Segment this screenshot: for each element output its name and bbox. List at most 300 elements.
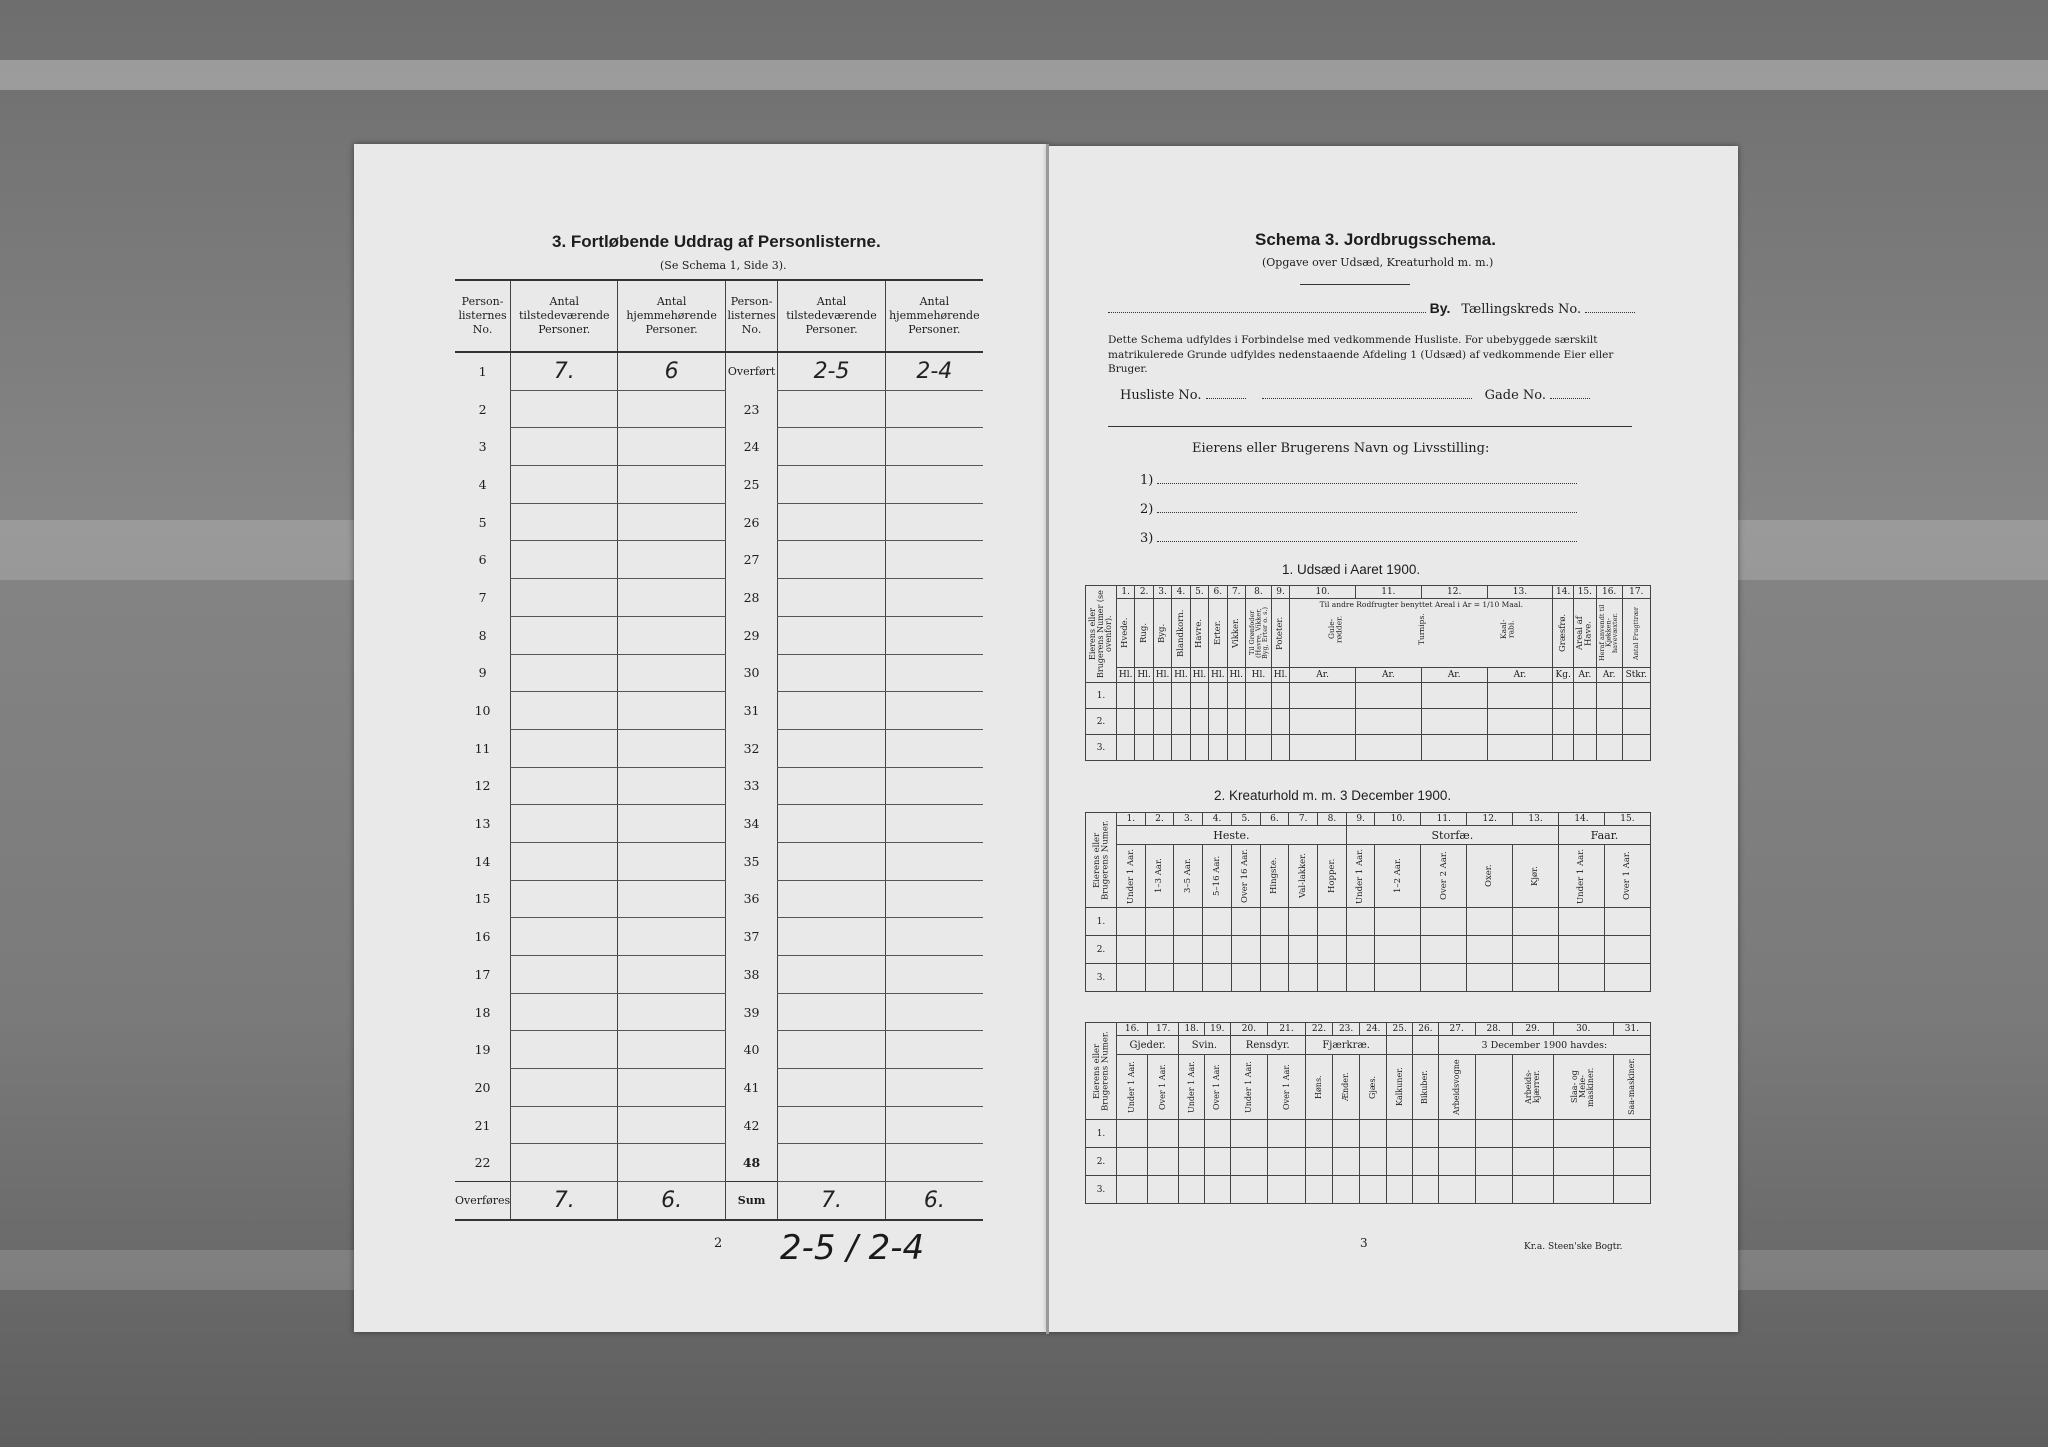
table-cell	[1512, 1148, 1553, 1176]
handwritten-count	[885, 729, 983, 767]
column-header	[1604, 845, 1650, 908]
handwritten-count	[618, 993, 725, 1031]
handwritten-count	[778, 503, 885, 541]
table-cell	[1513, 964, 1559, 992]
table-cell	[1553, 683, 1574, 709]
handwritten-count	[511, 956, 618, 994]
column-group-label: Svin.	[1179, 1036, 1230, 1055]
column-number: 7.	[1289, 813, 1318, 826]
column-number: 9.	[1346, 813, 1375, 826]
handwritten-count	[885, 1144, 983, 1182]
handwritten-count	[778, 956, 885, 994]
column-group-label: Faar.	[1559, 826, 1651, 845]
table-cell	[1231, 908, 1260, 936]
table-cell	[1271, 735, 1289, 761]
table-cell	[1387, 1120, 1413, 1148]
table-cell	[1559, 908, 1605, 936]
table-row	[455, 1106, 983, 1144]
column-label: Under 1 Aar.	[1576, 848, 1587, 904]
column-header	[1227, 599, 1245, 667]
column-number: 8.	[1318, 813, 1347, 826]
column-header	[1467, 845, 1513, 908]
column-number: 8.	[1245, 586, 1271, 599]
handwritten-count	[511, 503, 618, 541]
person-list-number: 35	[725, 842, 778, 880]
person-list-number: 16	[474, 929, 491, 945]
column-number: 26.	[1413, 1023, 1439, 1036]
table-cell	[1145, 936, 1174, 964]
table-row	[455, 1144, 983, 1182]
column-number: 14.	[1553, 586, 1574, 599]
handwritten-count	[885, 880, 983, 918]
column-number: 9.	[1271, 586, 1289, 599]
column-group	[1290, 599, 1553, 667]
handwritten-count	[618, 956, 725, 994]
table-cell	[1421, 683, 1487, 709]
table-cell	[1475, 1120, 1512, 1148]
kreaturhold-table	[1085, 812, 1651, 992]
table-row	[1086, 813, 1651, 826]
owner-line-2: 2)	[1140, 502, 1154, 517]
person-list-number: 38	[725, 956, 778, 994]
person-list-number: 22	[474, 1155, 491, 1171]
row-header	[1086, 1023, 1117, 1120]
handwritten-count	[511, 767, 618, 805]
table-cell	[1413, 1148, 1439, 1176]
table-cell	[1172, 735, 1190, 761]
table-cell	[1512, 1176, 1553, 1204]
person-list-number: Sum	[725, 1182, 778, 1220]
handwritten-total: 2-5 / 2-4	[780, 1228, 925, 1268]
column-label: Val-lakker.	[1297, 853, 1308, 899]
handwritten-count	[618, 541, 725, 579]
column-group-label: Til andre Rodfrugter benyttet Areal i Ar = 1/10 Maal.	[1319, 600, 1523, 610]
column-number: 21.	[1268, 1023, 1306, 1036]
handwritten-count	[778, 842, 885, 880]
right-page-subtitle: (Opgave over Udsæd, Kreaturhold m. m.)	[1262, 256, 1494, 269]
unit-label: Ar.	[1290, 667, 1356, 682]
column-number: 16.	[1117, 1023, 1148, 1036]
table-cell	[1574, 735, 1597, 761]
table-cell	[1204, 1148, 1230, 1176]
table-cell	[1421, 735, 1487, 761]
handwritten-count: 6.	[885, 1182, 983, 1220]
person-list-number: 33	[725, 767, 778, 805]
owner-heading: Eierens eller Brugerens Navn og Livsstilling:	[1192, 441, 1490, 456]
printer-mark: Kr.a. Steen'ske Bogtr.	[1524, 1242, 1623, 1252]
table-cell	[1245, 683, 1271, 709]
column-number: 28.	[1475, 1023, 1512, 1036]
handwritten-count	[885, 805, 983, 843]
column-number: 31.	[1613, 1023, 1650, 1036]
table-row	[1086, 1120, 1651, 1148]
handwritten-count	[618, 1069, 725, 1107]
table-cell	[1117, 908, 1146, 936]
table-cell	[1475, 1176, 1512, 1204]
person-list-number: 13	[474, 816, 491, 832]
column-number: 4.	[1172, 586, 1190, 599]
column-label: Havre.	[1194, 618, 1205, 648]
handwritten-count	[778, 1069, 885, 1107]
table-row	[455, 767, 983, 805]
table-row	[455, 918, 983, 956]
left-page-number: 2	[714, 1236, 723, 1251]
column-header	[1333, 1055, 1360, 1120]
person-list-number: 5	[478, 514, 487, 530]
table-cell	[1613, 1120, 1650, 1148]
table-cell	[1360, 1148, 1387, 1176]
column-label: Oxer.	[1484, 864, 1495, 888]
table-cell	[1360, 1120, 1387, 1148]
row-number: 1.	[1086, 1120, 1117, 1148]
person-list-number: 34	[725, 805, 778, 843]
handwritten-count	[885, 466, 983, 504]
table-cell	[1271, 683, 1289, 709]
table-cell	[1333, 1176, 1360, 1204]
table-row	[455, 1069, 983, 1107]
handwritten-count	[885, 616, 983, 654]
handwritten-count	[885, 1069, 983, 1107]
table-cell	[1387, 1148, 1413, 1176]
person-list-number: 20	[474, 1079, 491, 1095]
table-cell	[1190, 683, 1208, 709]
table-cell	[1245, 709, 1271, 735]
person-list-number: 39	[725, 993, 778, 1031]
table-cell	[1305, 1120, 1332, 1148]
column-header	[1318, 845, 1347, 908]
person-table-header: Antal hjemmehørende Personer.	[618, 280, 725, 352]
column-label: Under 1 Aar.	[1355, 848, 1366, 904]
owner-line-1: 1)	[1140, 473, 1154, 488]
table-cell	[1290, 735, 1356, 761]
handwritten-count: 2-4	[885, 352, 983, 390]
column-header	[1346, 845, 1375, 908]
column-number: 5.	[1190, 586, 1208, 599]
table-cell	[1148, 1120, 1179, 1148]
person-list-number: 23	[725, 390, 778, 428]
table-row	[1086, 1148, 1651, 1176]
person-list-number: 41	[725, 1069, 778, 1107]
person-list-number: 6	[478, 552, 487, 568]
column-number: 2.	[1145, 813, 1174, 826]
section1-title: 1. Udsæd i Aaret 1900.	[1282, 562, 1421, 577]
column-header	[1553, 599, 1574, 667]
table-row	[455, 1182, 983, 1220]
column-header	[1438, 1055, 1475, 1120]
column-label: Ænder.	[1341, 1072, 1351, 1102]
table-cell	[1596, 709, 1622, 735]
table-cell	[1117, 964, 1146, 992]
table-cell	[1622, 709, 1650, 735]
column-label: Arbeids-kjærrer.	[1523, 1070, 1541, 1104]
person-list-number: 2	[478, 401, 487, 417]
column-number: 15.	[1604, 813, 1650, 826]
table-row	[455, 616, 983, 654]
person-list-number: 21	[474, 1117, 491, 1133]
handwritten-count	[885, 692, 983, 730]
column-header	[1204, 1055, 1230, 1120]
column-number: 2.	[1135, 586, 1153, 599]
table-row	[1086, 683, 1651, 709]
kreaturhold-table-2	[1085, 1022, 1651, 1204]
table-cell	[1227, 735, 1245, 761]
handwritten-count	[511, 579, 618, 617]
column-number: 1.	[1117, 813, 1146, 826]
table-cell	[1318, 936, 1347, 964]
handwritten-count	[511, 880, 618, 918]
person-list-number: Overføres	[455, 1182, 511, 1220]
column-group-label: Storfæ.	[1346, 826, 1558, 845]
handwritten-count	[511, 993, 618, 1031]
table-row	[1086, 667, 1651, 682]
handwritten-count	[885, 654, 983, 692]
person-list-number: 8	[478, 627, 487, 643]
column-number: 11.	[1356, 586, 1422, 599]
handwritten-count	[618, 466, 725, 504]
row-number: 3.	[1086, 1176, 1117, 1204]
handwritten-count	[885, 579, 983, 617]
table-cell	[1438, 1176, 1475, 1204]
person-list-number: 11	[474, 740, 491, 756]
table-cell	[1227, 709, 1245, 735]
column-label: Kjør.	[1530, 866, 1541, 886]
person-list-number: 3	[478, 439, 487, 455]
column-label: Slaa- og Meie-maskiner.	[1570, 1067, 1596, 1107]
column-label: Poteter.	[1275, 616, 1286, 650]
table-cell	[1596, 683, 1622, 709]
column-number: 30.	[1553, 1023, 1613, 1036]
column-number: 20.	[1230, 1023, 1268, 1036]
handwritten-count	[778, 390, 885, 428]
handwritten-count	[511, 654, 618, 692]
table-cell	[1604, 936, 1650, 964]
unit-label: Hl.	[1172, 667, 1190, 682]
column-number: 18.	[1179, 1023, 1205, 1036]
person-list-number: Overført	[725, 352, 778, 390]
handwritten-count	[778, 616, 885, 654]
column-header	[1190, 599, 1208, 667]
handwritten-count	[885, 993, 983, 1031]
column-number: 6.	[1209, 586, 1227, 599]
handwritten-count	[778, 1031, 885, 1069]
table-cell	[1135, 735, 1153, 761]
column-number: 5.	[1231, 813, 1260, 826]
person-list-number: 30	[725, 654, 778, 692]
column-label: Til Grønfoder (Havre, Vikker, Byg, Erter o. s.)	[1247, 606, 1269, 660]
table-cell	[1333, 1120, 1360, 1148]
person-list-number: 25	[725, 466, 778, 504]
column-number: 1.	[1117, 586, 1135, 599]
column-number: 27.	[1438, 1023, 1475, 1036]
table-cell	[1360, 1176, 1387, 1204]
column-header	[1245, 599, 1271, 667]
column-label: Erter.	[1212, 620, 1223, 646]
column-header	[1135, 599, 1153, 667]
table-cell	[1613, 1148, 1650, 1176]
column-number: 14.	[1559, 813, 1605, 826]
table-cell	[1117, 1176, 1148, 1204]
table-cell	[1179, 1176, 1205, 1204]
table-cell	[1346, 908, 1375, 936]
handwritten-count: 7.	[511, 1182, 618, 1220]
column-number: 25.	[1387, 1023, 1413, 1036]
column-label: Hopper.	[1326, 858, 1337, 894]
handwritten-count	[511, 1069, 618, 1107]
person-list-number: 18	[474, 1004, 491, 1020]
column-header	[1559, 845, 1605, 908]
owner-line-3: 3)	[1140, 531, 1154, 546]
column-number: 10.	[1290, 586, 1356, 599]
column-group-label: Rensdyr.	[1230, 1036, 1305, 1055]
table-row	[455, 541, 983, 579]
column-label: Over 1 Aar.	[1212, 1064, 1222, 1110]
handwritten-count	[618, 842, 725, 880]
column-label: Over 16 Aar.	[1240, 848, 1251, 904]
gade-label: Gade No.	[1484, 388, 1546, 403]
table-cell	[1190, 709, 1208, 735]
table-cell	[1209, 709, 1227, 735]
table-cell	[1117, 1148, 1148, 1176]
column-header	[1203, 845, 1232, 908]
unit-label: Kg.	[1553, 667, 1574, 682]
person-list-number: 24	[725, 428, 778, 466]
table-cell	[1346, 936, 1375, 964]
table-cell	[1421, 908, 1467, 936]
table-cell	[1230, 1176, 1268, 1204]
unit-label: Ar.	[1596, 667, 1622, 682]
table-cell	[1260, 964, 1289, 992]
table-cell	[1487, 735, 1553, 761]
handwritten-count	[885, 503, 983, 541]
table-row	[1086, 599, 1651, 667]
table-cell	[1553, 1148, 1613, 1176]
table-cell	[1553, 1120, 1613, 1148]
column-header	[1413, 1055, 1439, 1120]
table-cell	[1230, 1148, 1268, 1176]
column-number: 3.	[1153, 586, 1171, 599]
column-label: Under 1 Aar.	[1186, 1061, 1196, 1113]
unit-label: Ar.	[1487, 667, 1553, 682]
column-header	[1375, 845, 1421, 908]
table-cell	[1475, 1148, 1512, 1176]
column-label: 3–5 Aar.	[1183, 858, 1194, 894]
person-list-number: 37	[725, 918, 778, 956]
row-header-label: Eierens eller Brugerens Numer.	[1091, 820, 1110, 900]
column-number: 6.	[1260, 813, 1289, 826]
handwritten-count	[778, 1144, 885, 1182]
column-header	[1513, 845, 1559, 908]
table-cell	[1487, 709, 1553, 735]
table-cell	[1204, 1120, 1230, 1148]
handwritten-count	[511, 842, 618, 880]
right-page-title: Schema 3. Jordbrugsschema.	[1255, 230, 1496, 249]
person-list-number: 17	[474, 966, 491, 982]
table-cell	[1553, 709, 1574, 735]
table-cell	[1135, 683, 1153, 709]
row-number: 3.	[1086, 964, 1117, 992]
table-cell	[1596, 735, 1622, 761]
row-header-label: Eierens eller Brugerens Numer.	[1091, 1031, 1110, 1111]
table-row	[455, 428, 983, 466]
right-page-number: 3	[1360, 1236, 1368, 1250]
table-cell	[1413, 1120, 1439, 1148]
table-row	[1086, 964, 1651, 992]
column-header	[1387, 1055, 1413, 1120]
person-list-number: 40	[725, 1031, 778, 1069]
column-header	[1209, 599, 1227, 667]
handwritten-count: 2-5	[778, 352, 885, 390]
column-number: 24.	[1360, 1023, 1387, 1036]
table-cell	[1117, 1120, 1148, 1148]
handwritten-count: 7.	[511, 352, 618, 390]
handwritten-count	[885, 918, 983, 956]
column-label: Byg.	[1157, 623, 1168, 643]
column-number: 19.	[1204, 1023, 1230, 1036]
column-label: Under 1 Aar.	[1243, 1061, 1253, 1113]
unit-label: Hl.	[1245, 667, 1271, 682]
handwritten-count	[511, 466, 618, 504]
table-row	[1086, 586, 1651, 599]
table-row	[1086, 1055, 1651, 1120]
handwritten-count	[618, 692, 725, 730]
column-header	[1230, 1055, 1268, 1120]
table-row	[1086, 1036, 1651, 1055]
column-header	[1268, 1055, 1306, 1120]
handwritten-count	[778, 541, 885, 579]
column-header	[1512, 1055, 1553, 1120]
unit-label: Ar.	[1421, 667, 1487, 682]
table-cell	[1117, 936, 1146, 964]
unit-label: Hl.	[1135, 667, 1153, 682]
handwritten-count	[778, 579, 885, 617]
row-header	[1086, 586, 1117, 683]
table-cell	[1174, 908, 1203, 936]
handwritten-count	[511, 541, 618, 579]
column-label: Blandkorn.	[1175, 609, 1186, 657]
column-number: 12.	[1467, 813, 1513, 826]
column-header	[1421, 845, 1467, 908]
table-cell	[1268, 1176, 1306, 1204]
handwritten-count	[511, 616, 618, 654]
column-number: 16.	[1596, 586, 1622, 599]
table-cell	[1289, 936, 1318, 964]
table-cell	[1467, 964, 1513, 992]
table-cell	[1153, 709, 1171, 735]
handwritten-count	[618, 1144, 725, 1182]
unit-label: Hl.	[1117, 667, 1135, 682]
person-table-header: Antal tilstedeværende Personer.	[511, 280, 618, 352]
table-cell	[1375, 908, 1421, 936]
row-number: 2.	[1086, 1148, 1117, 1176]
handwritten-count	[885, 1031, 983, 1069]
table-cell	[1438, 1120, 1475, 1148]
column-label: Kalkuner.	[1394, 1067, 1404, 1107]
handwritten-count	[778, 880, 885, 918]
unit-label: Hl.	[1227, 667, 1245, 682]
person-list-number: 28	[725, 579, 778, 617]
table-cell	[1421, 709, 1487, 735]
handwritten-count	[511, 729, 618, 767]
handwritten-count	[618, 880, 725, 918]
handwritten-count	[885, 541, 983, 579]
table-cell	[1513, 936, 1559, 964]
column-label: Kaal-rabi.	[1498, 618, 1516, 639]
person-list-number: 4	[478, 476, 487, 492]
column-label: Saa-maskiner.	[1626, 1058, 1636, 1116]
table-cell	[1553, 735, 1574, 761]
handwritten-count: 6	[618, 352, 725, 390]
table-cell	[1318, 908, 1347, 936]
